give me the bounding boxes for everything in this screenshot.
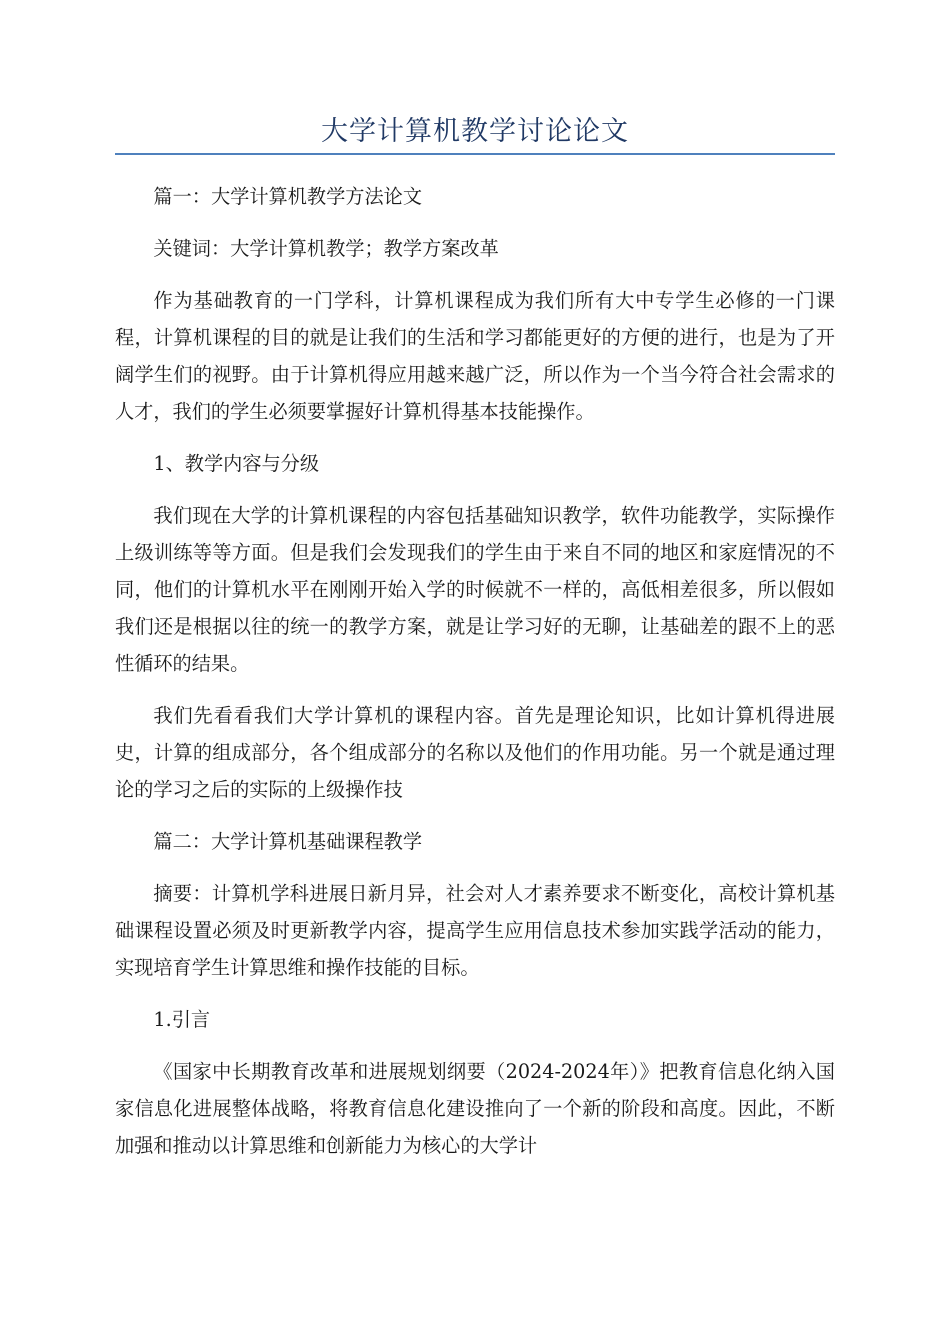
paragraph: 作为基础教育的一门学科，计算机课程成为我们所有大中专学生必修的一门课程，计算机课程的目的就是让我们的生活和学习都能更好的方便的进行，也是为了开阔学生们的视野。由于计算机得应用越来越广泛，所以作为一个当今符合社会需求的人才，我们的学生必须要掌握好计算机得基本技能操作。 (115, 289, 835, 423)
paragraph: 《国家中长期教育改革和进展规划纲要（2024-2024年）》把教育信息化纳入国家信息化进展整体战略，将教育信息化建设推向了一个新的阶段和高度。因此，不断加强和推动以计算思维和创新能力为核心的大学计 (115, 1060, 835, 1157)
subheading: 1.引言 (153, 1008, 211, 1031)
paragraph: 我们现在大学的计算机课程的内容包括基础知识教学，软件功能教学，实际操作上级训练等等方面。但是我们会发现我们的学生由于来自不同的地区和家庭情况的不同，他们的计算机水平在刚刚开始入学的时候就不一样的，高低相差很多，所以假如我们还是根据以往的统一的教学方案，就是让学习好的无聊，让基础差的跟不上的恶性循环的结果。 (115, 504, 835, 675)
paragraph: 我们先看看我们大学计算机的课程内容。首先是理论知识，比如计算机得进展史，计算的组成部分，各个组成部分的名称以及他们的作用功能。另一个就是通过理论的学习之后的实际的上级操作技 (115, 704, 835, 801)
abstract-paragraph: 摘要：计算机学科进展日新月异，社会对人才素养要求不断变化，高校计算机基础课程设置必须及时更新教学内容，提高学生应用信息技术参加实践学活动的能力，实现培育学生计算思维和操作技能的目标。 (115, 882, 835, 979)
document-body (115, 178, 835, 1179)
keywords-line: 关键词：大学计算机教学；教学方案改革 (153, 237, 499, 260)
section-heading-2: 篇二：大学计算机基础课程教学 (153, 830, 423, 853)
document-title: 大学计算机教学讨论论文 (321, 116, 629, 147)
title-underline (115, 153, 835, 155)
section-heading-1: 篇一：大学计算机教学方法论文 (153, 185, 423, 208)
subheading: 1、教学内容与分级 (153, 452, 320, 475)
